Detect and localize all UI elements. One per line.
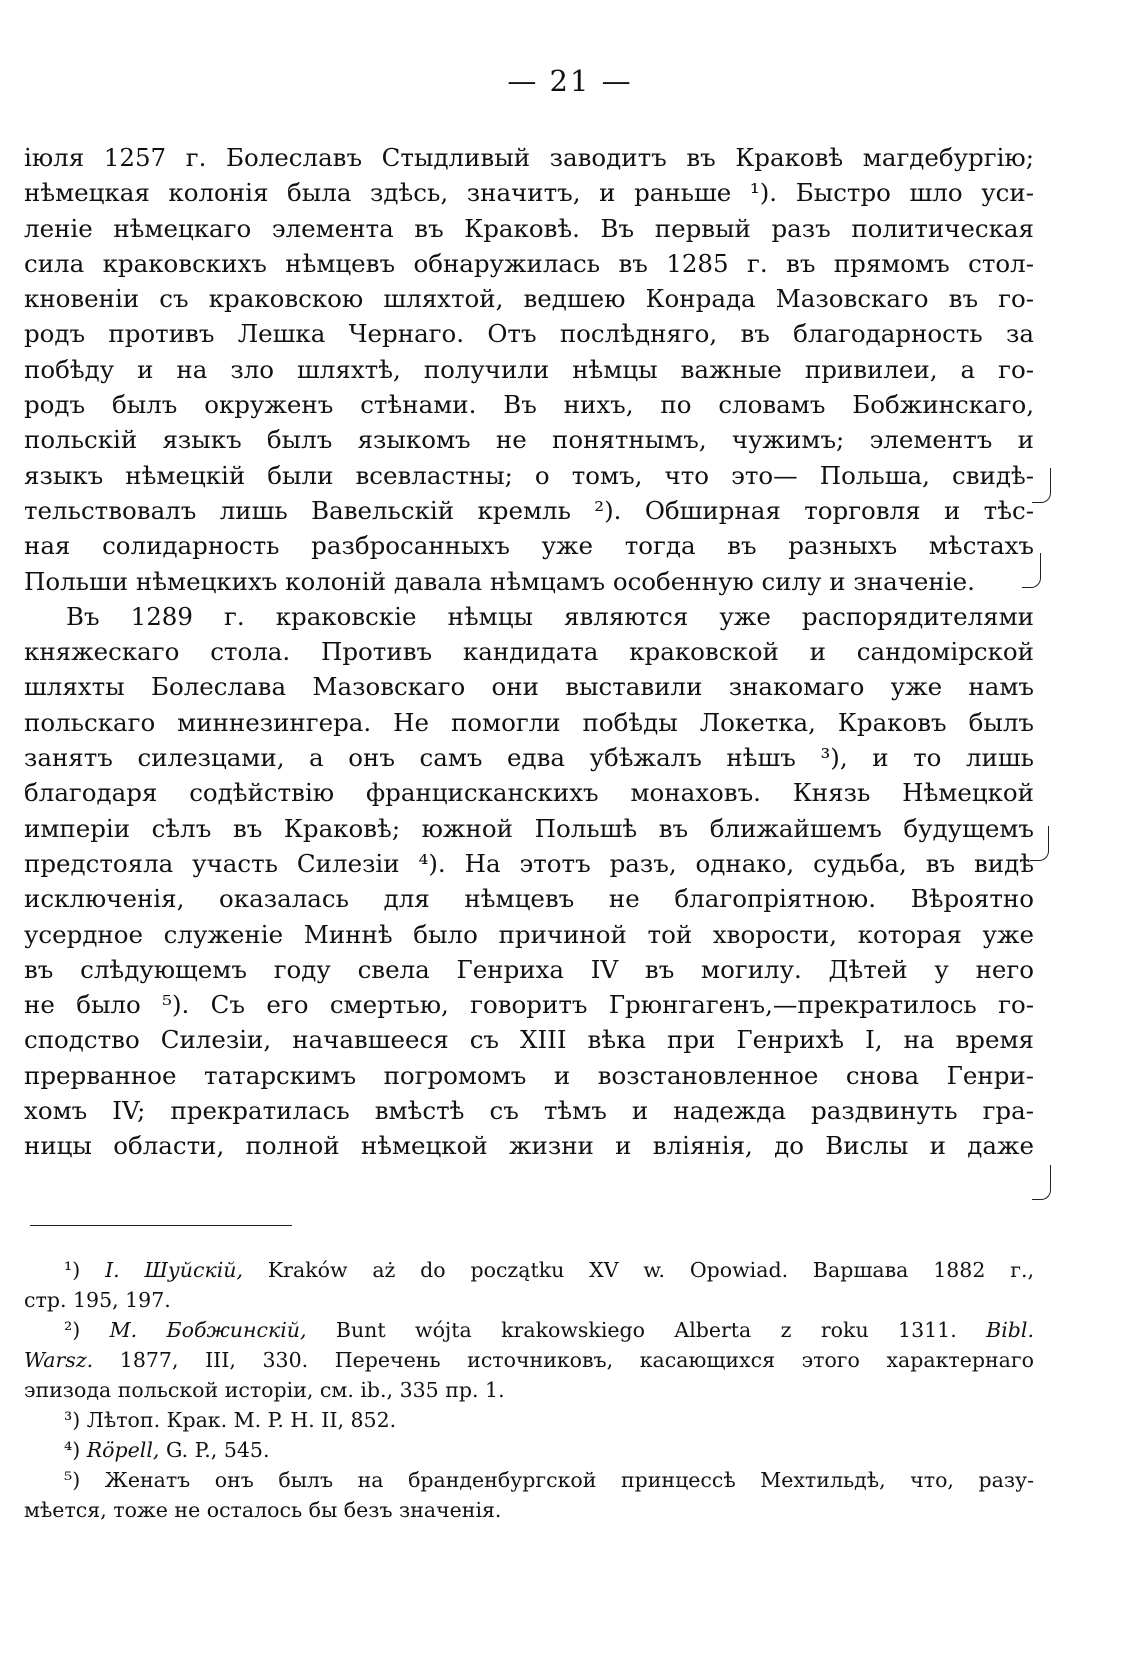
text-line: предстояла участь Силезіи ⁴). На этотъ разъ, однако, судьба, въ видѣ (24, 848, 1034, 878)
footnote-2 (24, 1315, 1034, 1345)
footnote-3 (24, 1405, 1034, 1435)
footnote-journal-cont: Warsz. (24, 1348, 94, 1372)
footnote-text: 1877, III, 330. Перечень источниковъ, касающихся этого характернаго (119, 1348, 1034, 1372)
footnote-mark: ³) (64, 1408, 81, 1432)
text-line: Польши нѣмецкихъ колоній давала нѣмцамъ особенную силу и значеніе. (24, 566, 975, 596)
text-line: прерванное татарскимъ погромомъ и возстановленное снова Генри- (24, 1060, 1034, 1090)
main-text (24, 140, 1034, 1164)
footnote-text: Bunt wójta krakowskiego Alberta z roku 1311. (335, 1318, 957, 1342)
footnote-mark: ¹) (64, 1258, 81, 1282)
text-line: польскій языкъ былъ языкомъ не понятнымъ, чужимъ; элементъ и (24, 425, 1034, 455)
footnote-text: G. P., 545. (165, 1438, 270, 1462)
footnote-mark: ⁴) (64, 1438, 81, 1462)
footnote-2-cont2: эпизода польской исторіи, см. ib., 335 пр. 1. (24, 1378, 505, 1402)
footnote-author: M. Бобжинскій, (109, 1318, 307, 1342)
text-line: ная солидарность разбросанныхъ уже тогда въ разныхъ мѣстахъ (24, 531, 1034, 561)
footnotes (24, 1255, 1034, 1525)
footnote-text: Женатъ онъ былъ на бранденбургской принцессѣ Мехтильдѣ, что, разу- (104, 1468, 1034, 1492)
footnote-text: Kraków aż do początku XV w. Opowiad. Варшава 1882 г., (267, 1258, 1034, 1282)
text-line: леніе нѣмецкаго элемента въ Краковѣ. Въ первый разъ политическая (24, 213, 1034, 243)
text-line: польскаго миннезингера. Не помогли побѣды Локетка, Краковъ былъ (24, 707, 1034, 737)
text-line: нѣмецкая колонія была здѣсь, значитъ, и раньше ¹). Быстро шло уси- (24, 178, 1034, 208)
text-line: ницы области, полной нѣмецкой жизни и вліянія, до Вислы и даже (24, 1131, 1034, 1161)
footnote-4 (24, 1435, 1034, 1465)
text-line: въ слѣдующемъ году свела Генриха IV въ могилу. Дѣтей у него (24, 954, 1034, 984)
pencil-margin-mark (1030, 826, 1049, 861)
footnote-journal: Bibl. (986, 1318, 1034, 1342)
text-line: шляхты Болеслава Мазовскаго они выставили знакомаго уже намъ (24, 672, 1034, 702)
text-line: имперіи сѣлъ въ Краковѣ; южной Польшѣ въ ближайшемъ будущемъ (24, 813, 1034, 843)
footnote-5 (24, 1465, 1034, 1495)
footnote-mark: ⁵) (64, 1468, 81, 1492)
footnote-author: Röpell, (86, 1438, 160, 1462)
text-line: сподство Силезіи, начавшееся съ XIII вѣка при Генрихѣ I, на время (24, 1025, 1034, 1055)
text-line: исключенія, оказалась для нѣмцевъ не благопріятною. Вѣроятно (24, 884, 1034, 914)
text-line: Въ 1289 г. краковскіе нѣмцы являются уже распорядителями (66, 601, 1034, 631)
text-line: сила краковскихъ нѣмцевъ обнаружилась въ 1285 г. въ прямомъ стол- (24, 248, 1034, 278)
footnote-mark: ²) (64, 1318, 81, 1342)
footnote-1-cont: стр. 195, 197. (24, 1288, 171, 1312)
text-line: занятъ силезцами, а онъ самъ едва убѣжалъ нѣшъ ³), и то лишь (24, 743, 1034, 773)
text-line: іюля 1257 г. Болеславъ Стыдливый заводитъ въ Краковѣ магдебургію; (24, 143, 1034, 172)
text-line: хомъ IV; прекратилась вмѣстѣ съ тѣмъ и надежда раздвинуть гра- (24, 1096, 1034, 1126)
footnote-text: Лѣтоп. Крак. M. P. H. II, 852. (86, 1408, 397, 1432)
text-line: тельствовалъ лишь Вавельскій кремль ²). Обширная торговля и тѣс- (24, 495, 1034, 525)
footnote-author: I. Шуйскій, (105, 1258, 243, 1282)
text-line: кновеніи съ краковскою шляхтой, ведшею Конрада Мазовскаго въ го- (24, 284, 1034, 314)
text-line: языкъ нѣмецкій были всевластны; о томъ, что это— Польша, свидѣ- (24, 460, 1034, 490)
text-line: родъ былъ окруженъ стѣнами. Въ нихъ, по словамъ Бобжинскаго, (24, 390, 1034, 420)
text-line: не было ⁵). Съ его смертью, говоритъ Грюнгагенъ,—прекратилось го- (24, 990, 1034, 1020)
text-line: побѣду и на зло шляхтѣ, получили нѣмцы важные привилеи, а го- (24, 354, 1034, 384)
footnote-2-cont (24, 1345, 1034, 1375)
pencil-margin-mark (1032, 468, 1051, 503)
footnote-1 (24, 1255, 1034, 1285)
text-line: княжескаго стола. Противъ кандидата краковской и сандомірской (24, 637, 1034, 667)
footnote-5-cont: мѣется, тоже не осталось бы безъ значенія. (24, 1498, 502, 1522)
pencil-margin-mark (1032, 1165, 1051, 1200)
pencil-margin-mark (1022, 553, 1041, 588)
text-line: родъ противъ Лешка Чернаго. Отъ послѣдняго, въ благодарность за (24, 319, 1034, 349)
text-line: усердное служеніе Миннѣ было причиной той хворости, которая уже (24, 919, 1034, 949)
footnote-separator (30, 1225, 292, 1226)
text-line: благодаря содѣйствію францисканскихъ монаховъ. Князь Нѣмецкой (24, 778, 1034, 808)
page-number: — 21 — (507, 64, 633, 98)
